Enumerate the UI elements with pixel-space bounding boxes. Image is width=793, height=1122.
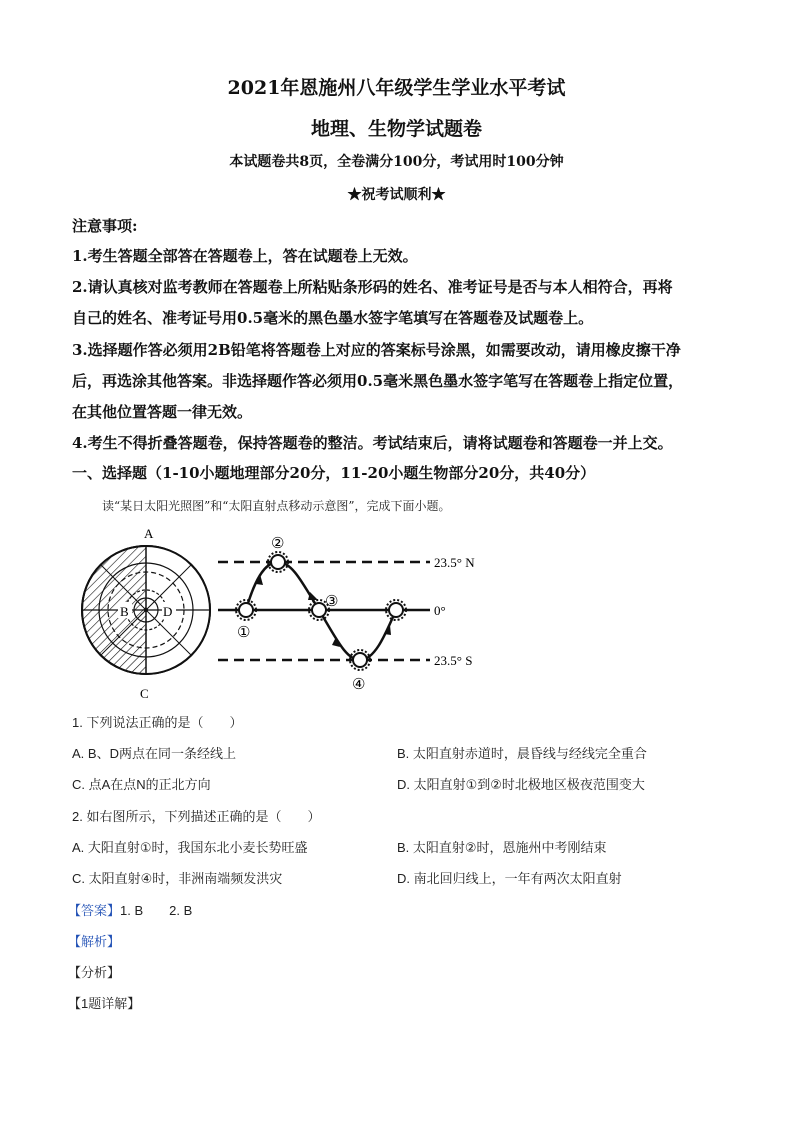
notes-heading: 注意事项: [72,217,138,235]
question-1-option-a: A. B、D两点在同一条经线上 [72,746,236,761]
exam-title: 2021年恩施州八年级学生学业水平考试 [227,77,566,99]
analysis-label: 【解析】 [68,934,121,949]
sun-icon [236,600,256,620]
sun-icon [386,600,406,620]
question-2-option-b: B. 太阳直射②时，恩施州中考刚结束 [397,840,607,855]
answer-text: 1. B 2. B [120,903,193,918]
sun-icon [268,552,288,572]
latitude-label-north: 23.5° N [434,555,475,570]
note-line: 在其他位置答题一律无效。 [72,403,253,421]
question-1-option-b: B. 太阳直射赤道时，晨昏线与经线完全重合 [397,746,647,761]
note-line: 后，再选涂其他答案。非选择题作答必须用0.5毫米黑色墨水签字笔写在答题卷上指定位置， [72,372,684,390]
question-1-option-c: C. 点A在点N的正北方向 [72,777,211,792]
answer-label: 【答案】 [68,903,121,918]
note-line: 1.考生答题全部答在答题卷上，答在试题卷上无效。 [72,247,418,265]
question-1-option-d: D. 太阳直射①到②时北极地区极夜范围变大 [397,777,645,792]
question-2-stem: 2. 如右图所示，下列描述正确的是（ ） [72,809,321,824]
question-2-option-a: A. 大阳直射①时，我国东北小麦长势旺盛 [72,840,308,855]
exam-subtitle: 地理、生物学试题卷 [310,118,482,140]
position-label-1: ① [237,625,251,641]
latitude-label-south: 23.5° S [434,653,473,668]
point-label-d: D [163,604,173,619]
point-label-c: C [140,686,149,701]
position-label-4: ④ [352,677,366,693]
section-intro: 读“某日太阳光照图”和“太阳直射点移动示意图”，完成下面小题。 [102,499,451,513]
position-label-3: ③ [325,594,339,610]
note-line: 3.选择题作答必须用2B铅笔将答题卷上对应的答案标号涂黑，如需要改动，请用橡皮擦干净 [72,341,681,359]
exam-info: 本试题卷共8页，全卷满分100分，考试用时100分钟 [229,154,564,170]
note-line: 2.请认真核对监考教师在答题卷上所粘贴条形码的姓名、准考证号是否与本人相符合，再将 [72,278,673,296]
detail-label: 【1题详解】 [68,996,141,1011]
fenxi-label: 【分析】 [68,965,121,980]
note-line: 自己的姓名、准考证号用0.5毫米的黑色墨水签字笔填写在答题卷及试题卷上。 [72,309,594,327]
point-label-b: B [120,604,129,619]
question-2-option-d: D. 南北回归线上，一年有两次太阳直射 [397,871,622,886]
section-title: 一、选择题（1-10小题地理部分20分，11-20小题生物部分20分，共40分） [72,464,596,482]
exam-wish: ★祝考试顺利★ [347,187,446,203]
globe-figure [82,546,210,674]
question-1-stem: 1. 下列说法正确的是（ ） [72,715,243,730]
sunlight-diagram [78,522,518,702]
latitude-label-equator: 0° [434,603,446,618]
question-2-option-c: C. 太阳直射④时，非洲南端频发洪灾 [72,871,283,886]
point-label-a: A [144,526,154,541]
note-line: 4.考生不得折叠答题卷，保持答题卷的整洁。考试结束后，请将试题卷和答题卷一并上交。 [72,434,673,452]
position-label-2: ② [271,536,285,552]
answer-line [68,900,192,919]
sun-icon [350,650,370,670]
